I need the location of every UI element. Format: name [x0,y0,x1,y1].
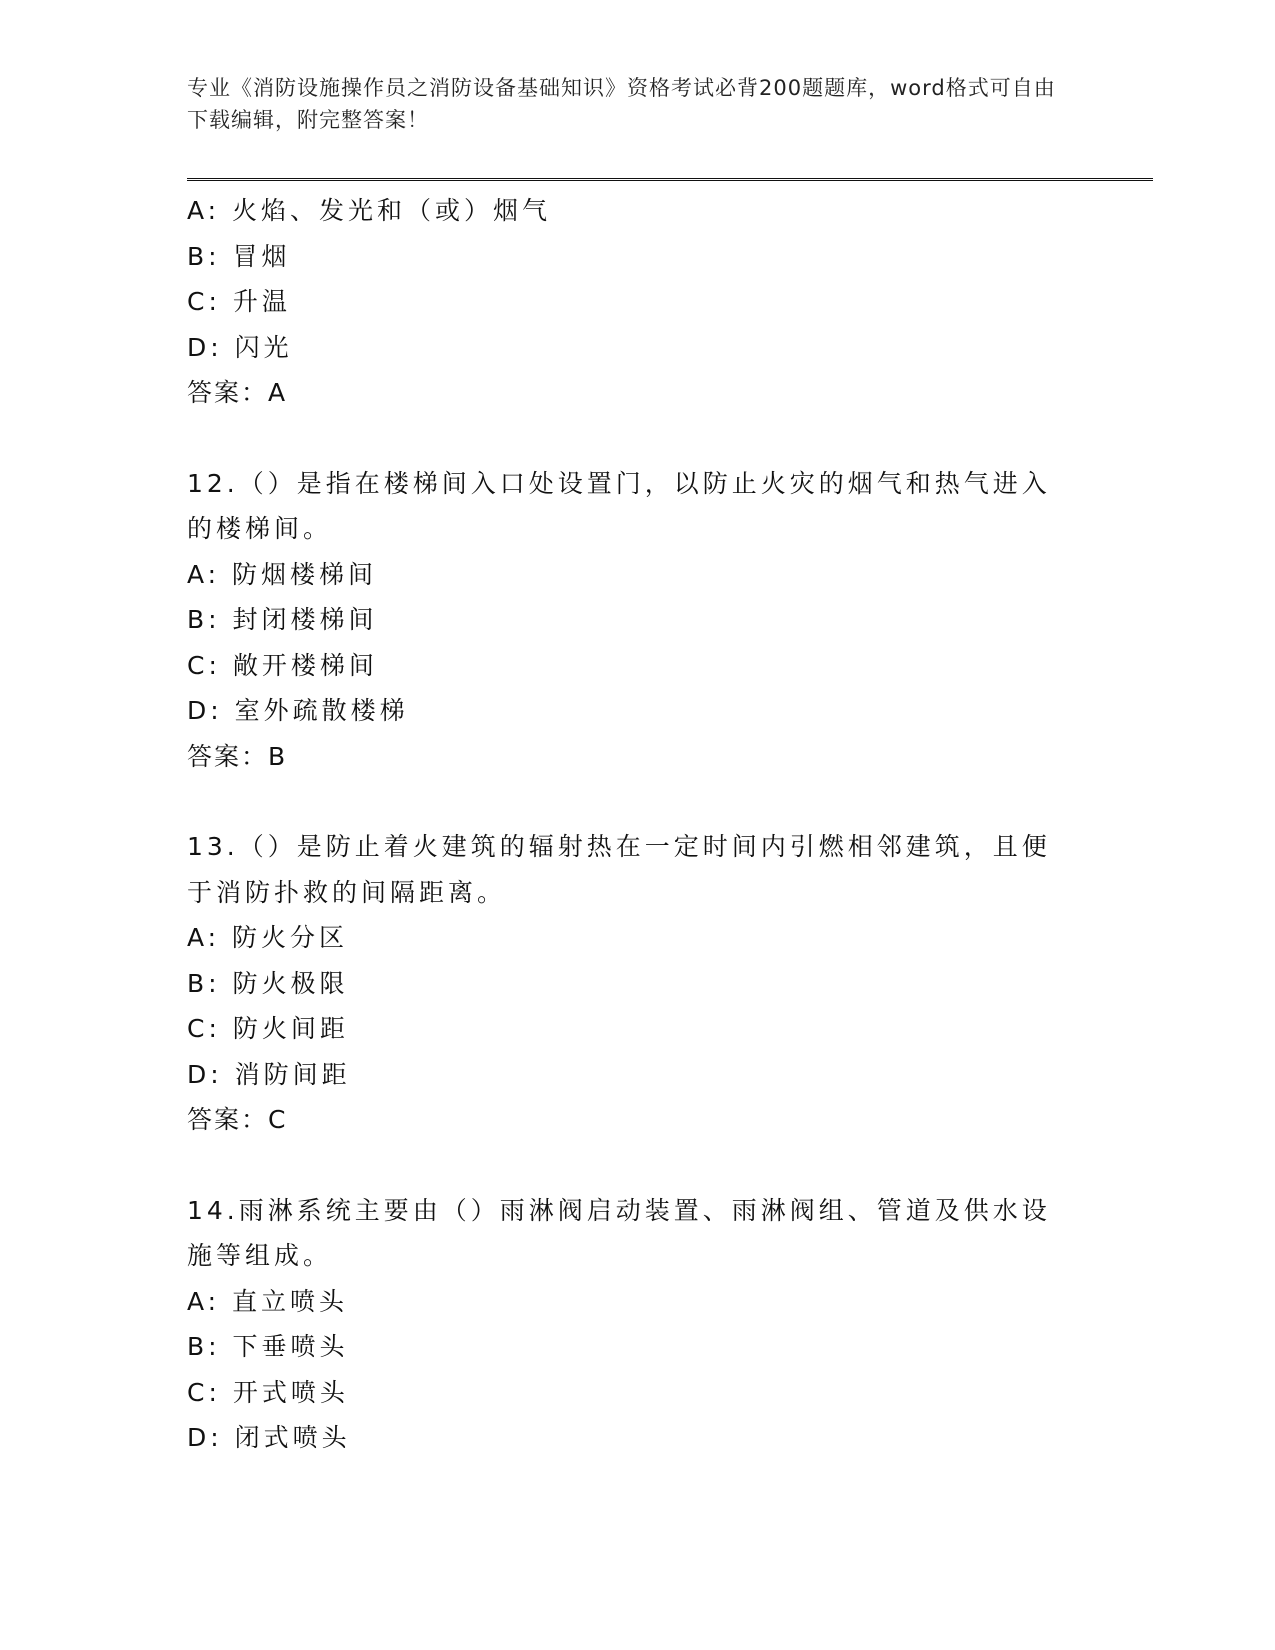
option-d: D: 闭式喷头 [187,1423,351,1452]
question-12 [187,461,1087,780]
question-stem: 14.雨淋系统主要由（）雨淋阀启动装置、雨淋阀组、管道及供水设施等组成。 [187,1195,1051,1270]
option-a: A: 火焰、发光和（或）烟气 [187,196,552,225]
header-text: 专业《消防设施操作员之消防设备基础知识》资格考试必背200题题库，word格式可自由下载编辑，附完整答案！ [187,76,1056,132]
option-d: D: 闪光 [187,332,293,362]
option-d: D: 室外疏散楼梯 [187,696,409,725]
question-13 [187,824,1087,1143]
header-divider [187,178,1153,181]
question-11-partial [187,188,1087,416]
option-a: A: 防火分区 [187,923,349,952]
option-c: C: 防火间距 [187,1014,349,1043]
question-stem: 13.（）是防止着火建筑的辐射热在一定时间内引燃相邻建筑，且便于消防扑救的间隔距离。 [187,832,1051,907]
question-stem: 12.（）是指在楼梯间入口处设置门，以防止火灾的烟气和热气进入的楼梯间。 [187,468,1051,543]
question-14 [187,1188,1087,1461]
option-b: B: 下垂喷头 [187,1332,349,1361]
option-a: A: 防烟楼梯间 [187,559,378,589]
answer-line: 答案：C [187,1105,288,1134]
option-b: B: 冒烟 [187,241,291,271]
option-c: C: 敞开楼梯间 [187,650,378,680]
option-c: C: 升温 [187,287,291,316]
question-list [187,188,1087,1506]
option-b: B: 防火极限 [187,968,349,998]
option-a: A: 直立喷头 [187,1286,349,1316]
answer-line: 答案：A [187,378,288,407]
option-b: B: 封闭楼梯间 [187,605,378,634]
answer-line: 答案：B [187,741,288,771]
option-c: C: 开式喷头 [187,1377,349,1407]
option-d: D: 消防间距 [187,1059,351,1089]
page-header [187,72,1067,136]
